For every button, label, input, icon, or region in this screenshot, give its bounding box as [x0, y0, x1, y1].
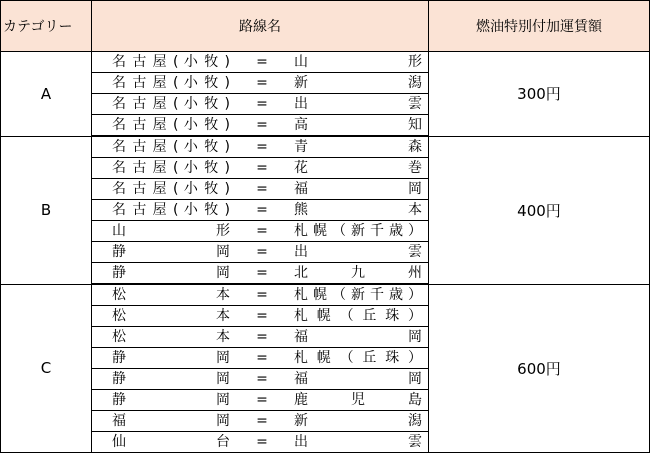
route-origin: 名 古 屋 ( 小 牧 ): [112, 117, 230, 133]
route-line: [112, 221, 422, 241]
route-destination: 札 幌 （ 丘 珠 ）: [294, 350, 422, 366]
route-line: [112, 348, 422, 368]
route-cell: [92, 94, 429, 115]
route-equals-sign: =: [256, 139, 268, 155]
route-origin: 静 岡: [112, 371, 230, 387]
route-equals-sign: =: [256, 392, 268, 408]
category-cell: A: [1, 52, 92, 137]
route-cell: [92, 263, 429, 285]
route-cell: [92, 136, 429, 158]
route-line: [112, 115, 422, 135]
route-cell: [92, 284, 429, 306]
route-cell: [92, 242, 429, 263]
route-destination: 福 岡: [294, 329, 422, 345]
route-origin: 名 古 屋 ( 小 牧 ): [112, 181, 230, 197]
route-origin: 静 岡: [112, 265, 230, 281]
route-origin: 静 岡: [112, 350, 230, 366]
route-line: [112, 285, 422, 305]
route-destination: 福 岡: [294, 181, 422, 197]
route-destination: 鹿 児 島: [294, 392, 422, 408]
route-equals-sign: =: [256, 96, 268, 112]
route-line: [112, 200, 422, 220]
header-route: 路線名: [92, 1, 429, 52]
route-destination: 花 巻: [294, 160, 422, 176]
category-cell: B: [1, 136, 92, 284]
route-cell: [92, 348, 429, 369]
header-surcharge: 燃油特別付加運賃額: [429, 1, 650, 52]
route-equals-sign: =: [256, 223, 268, 239]
route-cell: [92, 73, 429, 94]
route-line: [112, 390, 422, 410]
route-cell: [92, 221, 429, 242]
route-equals-sign: =: [256, 160, 268, 176]
route-destination: 新 潟: [294, 75, 422, 91]
route-equals-sign: =: [256, 181, 268, 197]
route-line: [112, 179, 422, 199]
route-origin: 松 本: [112, 308, 230, 324]
route-destination: 北 九 州: [294, 265, 422, 281]
route-origin: 松 本: [112, 287, 230, 303]
route-cell: [92, 411, 429, 432]
route-equals-sign: =: [256, 308, 268, 324]
surcharge-cell: 600円: [429, 284, 650, 453]
route-destination: 札 幌 （ 新 千 歳 ）: [294, 223, 422, 239]
route-origin: 名 古 屋 ( 小 牧 ): [112, 160, 230, 176]
route-origin: 名 古 屋 ( 小 牧 ): [112, 202, 230, 218]
route-line: [112, 242, 422, 262]
route-equals-sign: =: [256, 117, 268, 133]
header-category: カテゴリー: [1, 1, 92, 52]
route-equals-sign: =: [256, 350, 268, 366]
route-line: [112, 411, 422, 431]
route-line: [112, 306, 422, 326]
route-cell: [92, 306, 429, 327]
route-equals-sign: =: [256, 54, 268, 70]
route-origin: 名 古 屋 ( 小 牧 ): [112, 54, 230, 70]
route-equals-sign: =: [256, 434, 268, 450]
table-body: [1, 52, 650, 453]
route-origin: 松 本: [112, 329, 230, 345]
route-equals-sign: =: [256, 265, 268, 281]
route-destination: 福 岡: [294, 371, 422, 387]
route-origin: 静 岡: [112, 392, 230, 408]
route-line: [112, 432, 422, 452]
route-line: [112, 327, 422, 347]
route-line: [112, 137, 422, 157]
route-destination: 出 雲: [294, 434, 422, 450]
route-line: [112, 369, 422, 389]
route-cell: [92, 158, 429, 179]
route-cell: [92, 390, 429, 411]
route-destination: 札 幌 （ 新 千 歳 ）: [294, 287, 422, 303]
route-origin: 山 形: [112, 223, 230, 239]
header-row: [1, 1, 650, 52]
route-origin: 名 古 屋 ( 小 牧 ): [112, 96, 230, 112]
route-destination: 山 形: [294, 54, 422, 70]
route-destination: 札 幌 （ 丘 珠 ）: [294, 308, 422, 324]
route-destination: 青 森: [294, 139, 422, 155]
route-equals-sign: =: [256, 75, 268, 91]
route-cell: [92, 327, 429, 348]
route-equals-sign: =: [256, 371, 268, 387]
route-equals-sign: =: [256, 413, 268, 429]
route-cell: [92, 432, 429, 453]
route-cell: [92, 200, 429, 221]
route-cell: [92, 369, 429, 390]
route-equals-sign: =: [256, 244, 268, 260]
route-cell: [92, 52, 429, 73]
route-destination: 新 潟: [294, 413, 422, 429]
surcharge-cell: 400円: [429, 136, 650, 284]
route-line: [112, 158, 422, 178]
surcharge-cell: 300円: [429, 52, 650, 137]
route-origin: 名 古 屋 ( 小 牧 ): [112, 75, 230, 91]
route-line: [112, 94, 422, 114]
route-equals-sign: =: [256, 287, 268, 303]
table-row: [1, 284, 650, 306]
route-destination: 高 知: [294, 117, 422, 133]
route-origin: 福 岡: [112, 413, 230, 429]
route-equals-sign: =: [256, 202, 268, 218]
route-line: [112, 73, 422, 93]
route-destination: 出 雲: [294, 96, 422, 112]
route-origin: 名 古 屋 ( 小 牧 ): [112, 139, 230, 155]
category-cell: C: [1, 284, 92, 453]
route-origin: 静 岡: [112, 244, 230, 260]
route-cell: [92, 115, 429, 137]
route-line: [112, 263, 422, 283]
route-origin: 仙 台: [112, 434, 230, 450]
table-row: [1, 52, 650, 73]
route-equals-sign: =: [256, 329, 268, 345]
route-line: [112, 52, 422, 72]
route-cell: [92, 179, 429, 200]
route-destination: 熊 本: [294, 202, 422, 218]
route-destination: 出 雲: [294, 244, 422, 260]
table-row: [1, 136, 650, 158]
